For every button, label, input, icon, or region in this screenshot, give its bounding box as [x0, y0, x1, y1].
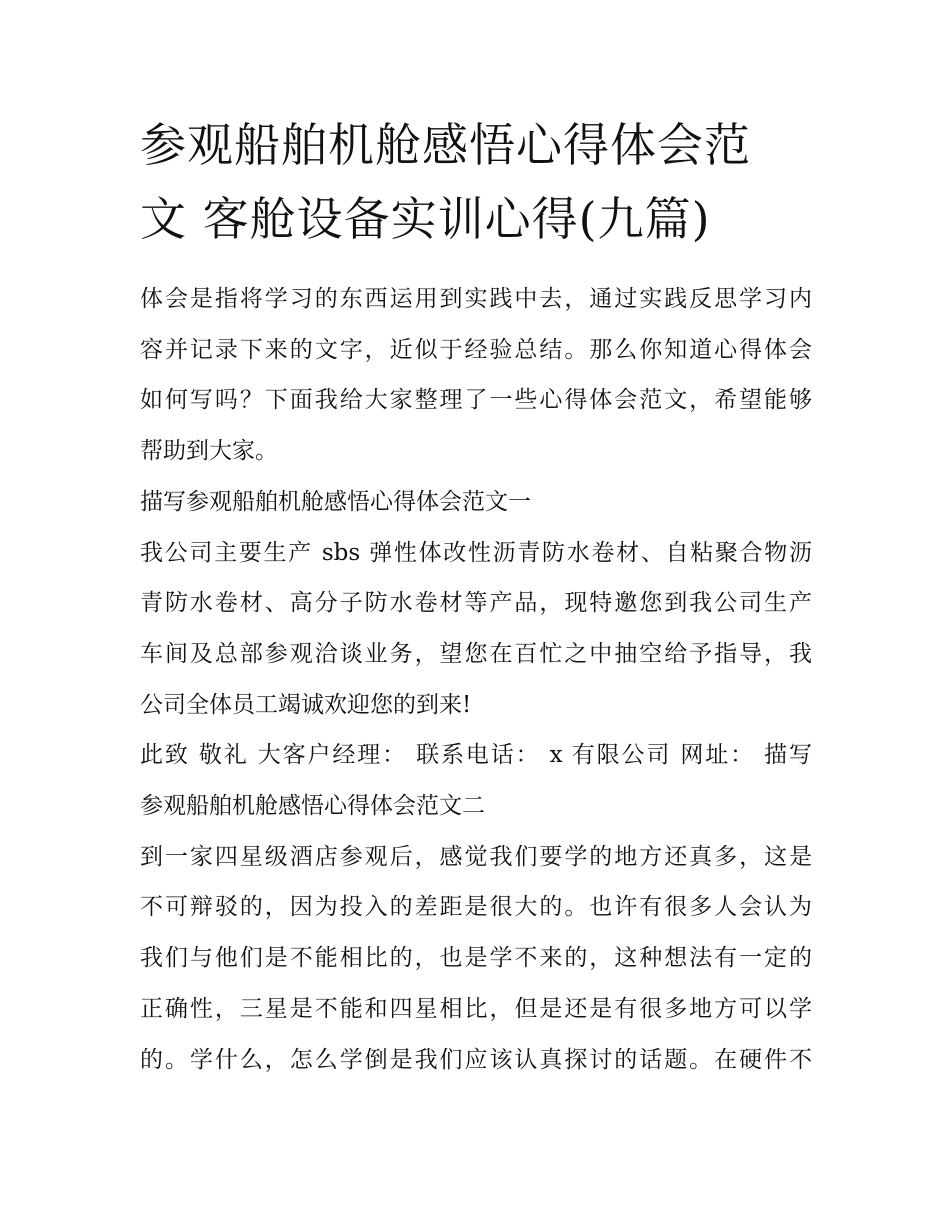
section-1-line: 车间及总部参观洽谈业务，望您在百忙之中抽空给予指导，我	[140, 640, 812, 667]
section-2-paragraph	[140, 832, 812, 1086]
section-heading-1	[140, 477, 812, 528]
section-1-line: 公司全体员工竭诚欢迎您的到来!	[140, 691, 472, 718]
title-line-1: 参观船舶机舱感悟心得体会范	[140, 118, 751, 172]
intro-line: 容并记录下来的文字，近似于经验总结。那么你知道心得体会	[140, 336, 812, 363]
closing-paragraph	[140, 730, 812, 831]
section-1-paragraph	[140, 528, 812, 731]
intro-paragraph	[140, 274, 812, 477]
section-1-line: 青防水卷材、高分子防水卷材等产品，现特邀您到我公司生产	[140, 590, 812, 617]
section-2-line: 我们与他们是不能相比的，也是学不来的，这种想法有一定的	[140, 945, 812, 972]
document-page	[140, 108, 812, 1085]
intro-line: 帮助到大家。	[140, 438, 278, 465]
intro-line: 体会是指将学习的东西运用到实践中去，通过实践反思学习内	[140, 286, 812, 312]
section-1-line: 我公司主要生产 sbs 弹性体改性沥青防水卷材、自粘聚合物沥	[140, 539, 812, 566]
section-2-line: 到一家四星级酒店参观后，感觉我们要学的地方还真多，这是	[140, 843, 812, 870]
section-2-line: 正确性，三星是不能和四星相比，但是还是有很多地方可以学	[140, 995, 812, 1022]
document-title	[140, 108, 812, 256]
section-2-line: 不可辩驳的，因为投入的差距是很大的。也许有很多人会认为	[140, 894, 812, 921]
intro-line: 如何写吗？下面我给大家整理了一些心得体会范文，希望能够	[140, 387, 812, 414]
section-2-line: 的。学什么，怎么学倒是我们应该认真探讨的话题。在硬件不	[140, 1046, 812, 1073]
section-heading-1-text: 描写参观船舶机舱感悟心得体会范文一	[140, 488, 531, 515]
closing-line: 此致 敬礼 大客户经理： 联系电话： x 有限公司 网址： 描写	[140, 742, 812, 769]
title-line-2: 文 客舱设备实训心得(九篇)	[140, 192, 711, 246]
section-heading-2: 参观船舶机舱感悟心得体会范文二	[140, 793, 485, 820]
